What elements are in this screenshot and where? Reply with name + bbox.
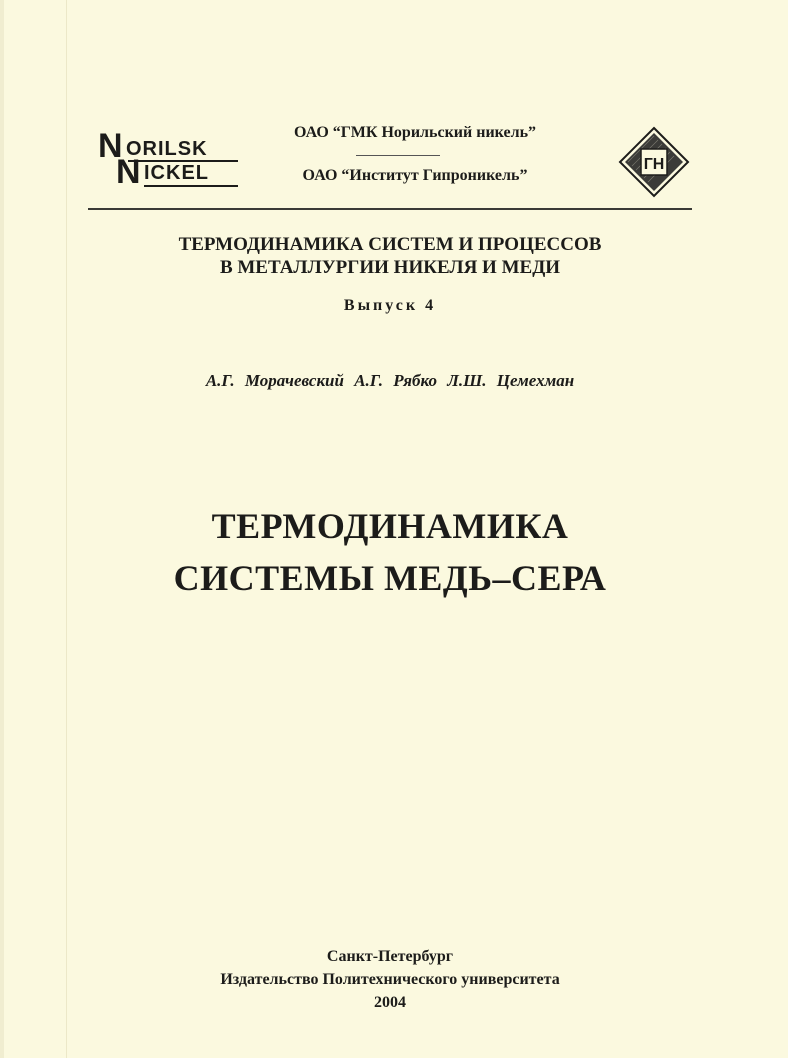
issue-number: Выпуск 4 xyxy=(343,297,437,314)
logo-letter-n1: N xyxy=(98,127,122,165)
norilsk-nickel-logo xyxy=(98,127,240,191)
publisher-org-2: ОАО “Институт Гипроникель” xyxy=(302,167,528,184)
page-fold xyxy=(66,0,67,1058)
series-title-line-1: ТЕРМОДИНАМИКА СИСТЕМ И ПРОЦЕССОВ xyxy=(178,234,602,255)
header-rule xyxy=(88,208,692,210)
gipronickel-logo-icon xyxy=(618,126,690,198)
page-edge xyxy=(0,0,4,1058)
imprint xyxy=(90,945,690,1014)
book-title-line-2: СИСТЕМЫ МЕДЬ–СЕРА xyxy=(173,558,607,598)
book-title xyxy=(70,500,710,604)
publisher-org-1: ОАО “ГМК Норильский никель” xyxy=(293,124,537,141)
book-title-line-1: ТЕРМОДИНАМИКА xyxy=(211,506,569,546)
gipronickel-logo-letters: ГН xyxy=(643,156,665,173)
org-divider xyxy=(356,155,440,156)
imprint-year: 2004 xyxy=(374,994,406,1011)
series-title xyxy=(90,233,690,279)
series-title-line-2: В МЕТАЛЛУРГИИ НИКЕЛЯ И МЕДИ xyxy=(219,257,561,278)
authors: А.Г. Морачевский А.Г. Рябко Л.Ш. Цемехман xyxy=(205,371,575,390)
imprint-city: Санкт-Петербург xyxy=(326,948,454,965)
imprint-publisher: Издательство Политехнического университета xyxy=(220,971,560,988)
logo-word-norilsk: ORILSK xyxy=(126,138,208,160)
logo-word-nickel: ICKEL xyxy=(144,162,209,184)
logo-letter-n2: N xyxy=(116,153,140,191)
logo-bar-bottom xyxy=(144,185,238,187)
